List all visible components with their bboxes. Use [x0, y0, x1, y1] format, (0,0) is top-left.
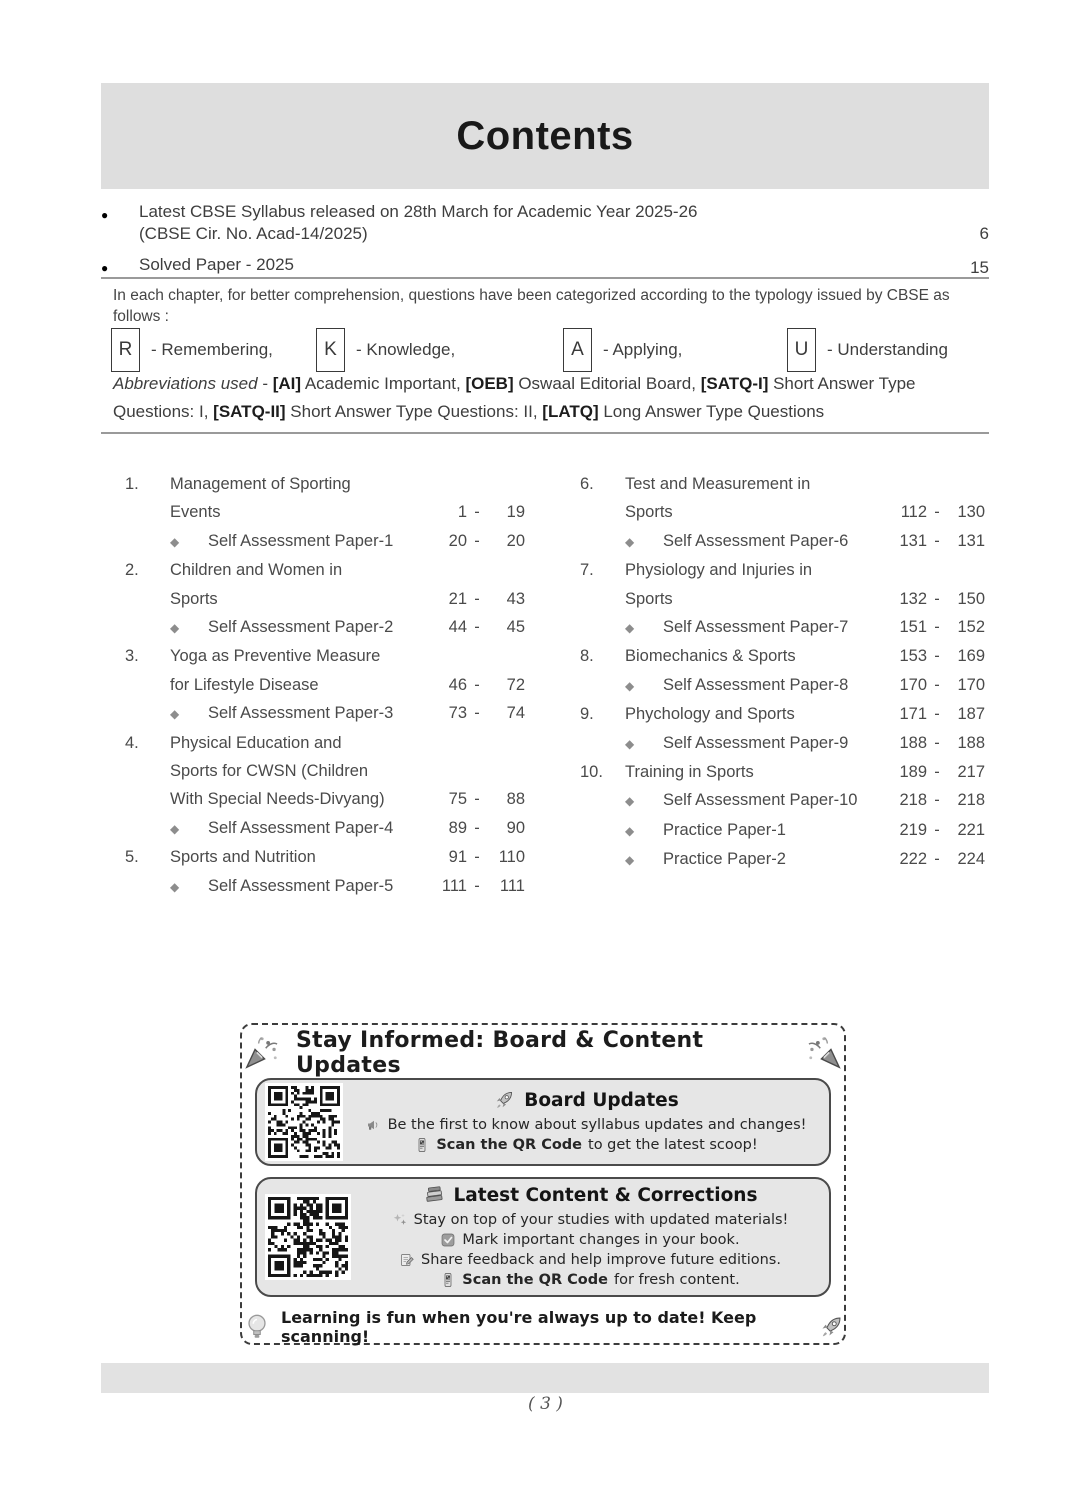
sparkles-icon [392, 1212, 408, 1228]
diamond-bullet-icon: ◆ [170, 821, 180, 836]
toc-page-dash: - [934, 531, 940, 550]
toc-start-page: 91 [448, 848, 467, 867]
typology-label: - Understanding [827, 340, 948, 359]
toc-entry-title: Events [170, 503, 221, 522]
toc-page-dash: - [474, 503, 480, 522]
front-matter-item [101, 254, 989, 279]
toc-end-page: 45 [506, 618, 525, 637]
toc-row [125, 843, 525, 871]
toc-end-page: 110 [498, 848, 525, 867]
toc-page-dash: - [934, 618, 940, 637]
toc-end-page: 218 [957, 791, 985, 810]
toc-start-page: 170 [899, 675, 927, 694]
toc-start-page: 188 [899, 733, 927, 752]
toc-entry-title: Sports [625, 503, 673, 522]
toc-page-dash: - [934, 589, 940, 608]
toc-end-page: 188 [957, 733, 985, 752]
typology-code-box: R [111, 328, 140, 372]
toc-sub-row [125, 872, 525, 901]
toc-end-page: 43 [506, 589, 525, 608]
toc-end-page: 111 [499, 876, 525, 895]
toc-sub-row [125, 699, 525, 728]
updates-section-title [363, 1184, 817, 1206]
page-header [101, 83, 989, 189]
qr-code [265, 1194, 351, 1280]
toc-row [580, 700, 985, 728]
toc-entry-title: Practice Paper-2 [663, 850, 786, 869]
bullet-dot: ● [101, 261, 109, 275]
updates-sections [242, 1078, 844, 1297]
typology-code-box: A [563, 328, 592, 372]
toc-column-right [580, 470, 985, 901]
diamond-bullet-icon: ◆ [625, 823, 635, 838]
updates-section [255, 1078, 831, 1166]
toc-start-page: 132 [899, 589, 927, 608]
toc-sub-row [580, 613, 985, 642]
qr-phone-icon [414, 1137, 430, 1153]
toc-page-dash: - [934, 763, 940, 782]
toc-sub-row [580, 729, 985, 758]
updates-line [363, 1210, 817, 1230]
typology-legend [101, 328, 989, 374]
toc-entry-title: Phychology and Sports [625, 705, 795, 724]
page-number: ( 3 ) [528, 1394, 563, 1414]
toc-entry-title: Children and Women in [170, 561, 343, 580]
toc-chapter-number: 10. [580, 763, 603, 782]
typology-label: - Applying, [603, 340, 683, 359]
party-popper-icon [242, 1034, 280, 1072]
typology-item [111, 328, 273, 372]
toc-start-page: 1 [457, 503, 467, 522]
typology-label: - Knowledge, [356, 340, 456, 359]
toc-start-page: 21 [448, 589, 467, 608]
toc-page-dash: - [474, 675, 480, 694]
updates-line [355, 1115, 817, 1135]
updates-section-content [363, 1184, 817, 1290]
updates-section-title [355, 1089, 817, 1111]
toc-entry-title: Self Assessment Paper-8 [663, 675, 849, 694]
toc-end-page: 150 [957, 589, 985, 608]
toc-end-page: 169 [957, 647, 985, 666]
diamond-bullet-icon: ◆ [170, 534, 180, 549]
toc-row [580, 758, 985, 786]
typology-code-box: U [787, 328, 816, 372]
toc-page-dash: - [934, 647, 940, 666]
abbreviation-segment: [SATQ-I] [700, 374, 769, 393]
toc-start-page: 153 [899, 647, 927, 666]
toc-page-dash: - [474, 790, 480, 809]
abbreviation-segment: Academic Important, [301, 374, 466, 393]
qr-code [265, 1083, 343, 1161]
table-of-contents [125, 470, 985, 901]
toc-start-page: 189 [899, 763, 927, 782]
toc-end-page: 90 [506, 818, 525, 837]
updates-line-text: Stay on top of your studies with updated materials! [413, 1212, 789, 1228]
diamond-bullet-icon: ◆ [170, 707, 180, 722]
toc-page-dash: - [474, 876, 480, 895]
toc-chapter-number: 4. [125, 733, 139, 752]
diamond-bullet-icon: ◆ [170, 879, 180, 894]
diamond-bullet-icon: ◆ [170, 621, 180, 636]
toc-page-dash: - [934, 820, 940, 839]
typology-item [787, 328, 948, 372]
toc-start-page: 112 [900, 503, 927, 522]
updates-section-content [355, 1089, 817, 1155]
updates-line-text: Mark important changes in your book. [462, 1232, 740, 1248]
abbreviation-segment: [OEB] [465, 374, 514, 393]
toc-start-page: 89 [448, 818, 467, 837]
updates-footer-text: Learning is fun when you're always up to date! Keep scanning! [281, 1308, 757, 1346]
toc-page-dash: - [934, 791, 940, 810]
toc-end-page: 224 [957, 850, 985, 869]
toc-page-dash: - [934, 503, 940, 522]
toc-chapter-number: 6. [580, 475, 594, 493]
toc-entry-title: With Special Needs-Divyang) [170, 790, 385, 809]
books-icon [423, 1184, 445, 1206]
toc-entry-title: Biomechanics & Sports [625, 647, 796, 666]
updates-line-text: Share feedback and help improve future editions. [421, 1252, 781, 1268]
toc-sub-row [580, 786, 985, 815]
toc-end-page: 187 [957, 705, 985, 724]
toc-row [125, 585, 525, 613]
updates-line [363, 1270, 817, 1290]
toc-sub-row [125, 814, 525, 843]
toc-start-page: 44 [448, 618, 467, 637]
page-title: Contents [456, 113, 634, 158]
divider-bottom [101, 432, 989, 434]
toc-end-page: 88 [506, 790, 525, 809]
updates-line [363, 1230, 817, 1250]
toc-end-page: 221 [957, 820, 985, 839]
toc-row [125, 556, 525, 584]
toc-end-page: 152 [957, 618, 985, 637]
toc-page-dash: - [934, 675, 940, 694]
updates-box-header [242, 1028, 844, 1078]
toc-end-page: 130 [957, 503, 985, 522]
toc-row [125, 729, 525, 757]
checkbox-icon [440, 1232, 456, 1248]
toc-chapter-number: 2. [125, 561, 139, 580]
toc-entry-title: Physiology and Injuries in [625, 561, 813, 580]
toc-row [125, 470, 525, 498]
toc-entry-title: Test and Measurement in [625, 475, 811, 493]
toc-entry-title: Self Assessment Paper-2 [208, 618, 394, 637]
diamond-bullet-icon: ◆ [625, 794, 635, 809]
toc-entry-title: Sports for CWSN (Children [170, 762, 369, 781]
typology-code-box: K [316, 328, 345, 372]
front-matter-page-number: 6 [979, 224, 989, 243]
diamond-bullet-icon: ◆ [625, 736, 635, 751]
front-matter-page-number: 15 [970, 258, 989, 277]
party-popper-icon [806, 1034, 844, 1072]
toc-page-dash: - [934, 850, 940, 869]
toc-start-page: 171 [899, 705, 927, 724]
toc-start-page: 46 [448, 675, 467, 694]
toc-sub-row [580, 527, 985, 556]
toc-entry-title: Practice Paper-1 [663, 820, 786, 839]
toc-end-page: 131 [957, 531, 985, 550]
toc-entry-title: Self Assessment Paper-1 [208, 531, 394, 550]
front-matter-item [101, 201, 989, 245]
front-matter-label: Latest CBSE Syllabus released on 28th March for Academic Year 2025-26 (CBSE Cir. No. Acad-14/2025) [139, 202, 698, 243]
typology-label: - Remembering, [151, 340, 273, 359]
toc-entry-title: Management of Sporting [170, 475, 351, 493]
toc-entry-title: Self Assessment Paper-7 [663, 618, 849, 637]
abbreviation-segment: Oswaal Editorial Board, [513, 374, 701, 393]
toc-entry-title: Sports [625, 589, 673, 608]
toc-column-left [125, 470, 525, 901]
toc-row [580, 642, 985, 670]
toc-entry-title: Self Assessment Paper-10 [663, 791, 858, 810]
toc-entry-title: Self Assessment Paper-4 [208, 818, 394, 837]
updates-line-text: Scan the QR Code [462, 1272, 608, 1288]
toc-start-page: 218 [899, 791, 927, 810]
bullet-dot: ● [101, 208, 109, 222]
diamond-bullet-icon: ◆ [625, 853, 635, 868]
toc-start-page: 20 [448, 531, 467, 550]
abbreviation-segment: Long Answer Type Questions [598, 401, 825, 421]
toc-chapter-number: 9. [580, 705, 594, 724]
diamond-bullet-icon: ◆ [625, 621, 635, 636]
toc-end-page: 170 [957, 675, 985, 694]
toc-entry-title: Yoga as Preventive Measure [170, 647, 381, 666]
toc-row [125, 757, 525, 785]
toc-sub-row [580, 816, 985, 845]
updates-line-text: for fresh content. [613, 1272, 740, 1288]
abbreviation-segment: - [257, 374, 273, 393]
toc-start-page: 111 [441, 876, 467, 895]
updates-line [355, 1135, 817, 1155]
abbreviations-line [113, 370, 977, 425]
toc-entry-title: Self Assessment Paper-5 [208, 876, 394, 895]
toc-page-dash: - [474, 818, 480, 837]
toc-row [580, 585, 985, 613]
toc-end-page: 72 [506, 675, 525, 694]
diamond-bullet-icon: ◆ [625, 534, 635, 549]
toc-end-page: 19 [506, 503, 525, 522]
front-matter-list [101, 201, 989, 288]
toc-entry-title: Self Assessment Paper-3 [208, 704, 394, 723]
toc-start-page: 219 [899, 820, 927, 839]
toc-chapter-number: 3. [125, 647, 139, 666]
toc-row [125, 642, 525, 670]
abbreviation-segment: [SATQ-II] [213, 401, 286, 421]
toc-start-page: 151 [899, 618, 927, 637]
toc-chapter-number: 5. [125, 848, 139, 867]
toc-sub-row [125, 527, 525, 556]
toc-row [125, 498, 525, 526]
toc-page-dash: - [934, 733, 940, 752]
typology-intro: In each chapter, for better comprehension, questions have been categorized according to the typology issued by CBSE as follows : [113, 287, 950, 325]
updates-section-title-text: Board Updates [524, 1089, 679, 1111]
updates-line [363, 1250, 817, 1270]
toc-start-page: 222 [899, 850, 927, 869]
updates-section-title-text: Latest Content & Corrections [453, 1184, 758, 1206]
toc-page-dash: - [934, 705, 940, 724]
toc-entry-title: Sports and Nutrition [170, 848, 316, 867]
toc-entry-title: Training in Sports [625, 763, 754, 782]
toc-row [580, 498, 985, 526]
toc-row [580, 556, 985, 584]
toc-page-dash: - [474, 589, 480, 608]
toc-entry-title: for Lifestyle Disease [170, 675, 319, 694]
toc-page-dash: - [474, 848, 480, 867]
toc-chapter-number: 7. [580, 561, 594, 580]
toc-start-page: 75 [448, 790, 467, 809]
abbreviation-segment: [LATQ] [542, 401, 599, 421]
toc-end-page: 74 [506, 704, 525, 723]
rocket-icon [493, 1089, 515, 1111]
diamond-bullet-icon: ◆ [625, 678, 635, 693]
toc-end-page: 217 [957, 763, 985, 782]
bulb-icon [242, 1312, 272, 1342]
rocket-icon [818, 1314, 844, 1340]
updates-section [255, 1177, 831, 1297]
toc-row [580, 470, 985, 498]
updates-box-title: Stay Informed: Board & Content Updates [296, 1028, 704, 1078]
typology-item [316, 328, 455, 372]
toc-entry-title: Self Assessment Paper-6 [663, 531, 849, 550]
toc-row [125, 785, 525, 813]
toc-row [125, 671, 525, 699]
toc-chapter-number: 1. [125, 475, 139, 493]
updates-box [240, 1023, 846, 1345]
toc-sub-row [580, 671, 985, 700]
toc-page-dash: - [474, 531, 480, 550]
abbreviation-segment: Short Answer Type Questions: I, [113, 374, 916, 421]
toc-end-page: 20 [506, 531, 525, 550]
memo-icon [399, 1252, 415, 1268]
divider-top [101, 277, 989, 279]
typology-item [563, 328, 682, 372]
toc-start-page: 73 [448, 704, 467, 723]
footer-band [101, 1363, 989, 1393]
toc-entry-title: Sports [170, 589, 218, 608]
qr-phone-icon [440, 1272, 456, 1288]
toc-page-dash: - [474, 704, 480, 723]
toc-sub-row [580, 845, 985, 874]
megaphone-icon [366, 1117, 382, 1133]
toc-sub-row [125, 613, 525, 642]
toc-page-dash: - [474, 618, 480, 637]
toc-chapter-number: 8. [580, 647, 594, 666]
updates-line-text: Be the first to know about syllabus updates and changes! [387, 1117, 807, 1133]
updates-box-footer [242, 1308, 844, 1346]
toc-entry-title: Physical Education and [170, 733, 342, 752]
abbreviation-segment: Short Answer Type Questions: II, [285, 401, 543, 421]
abbreviation-segment: [AI] [272, 374, 302, 393]
front-matter-label: Solved Paper - 2025 [139, 255, 294, 274]
abbreviation-segment: Abbreviations used [113, 374, 258, 393]
toc-start-page: 131 [899, 531, 927, 550]
updates-line-text: Scan the QR Code [436, 1137, 583, 1153]
updates-line-text: to get the latest scoop! [588, 1137, 758, 1153]
toc-entry-title: Self Assessment Paper-9 [663, 733, 849, 752]
